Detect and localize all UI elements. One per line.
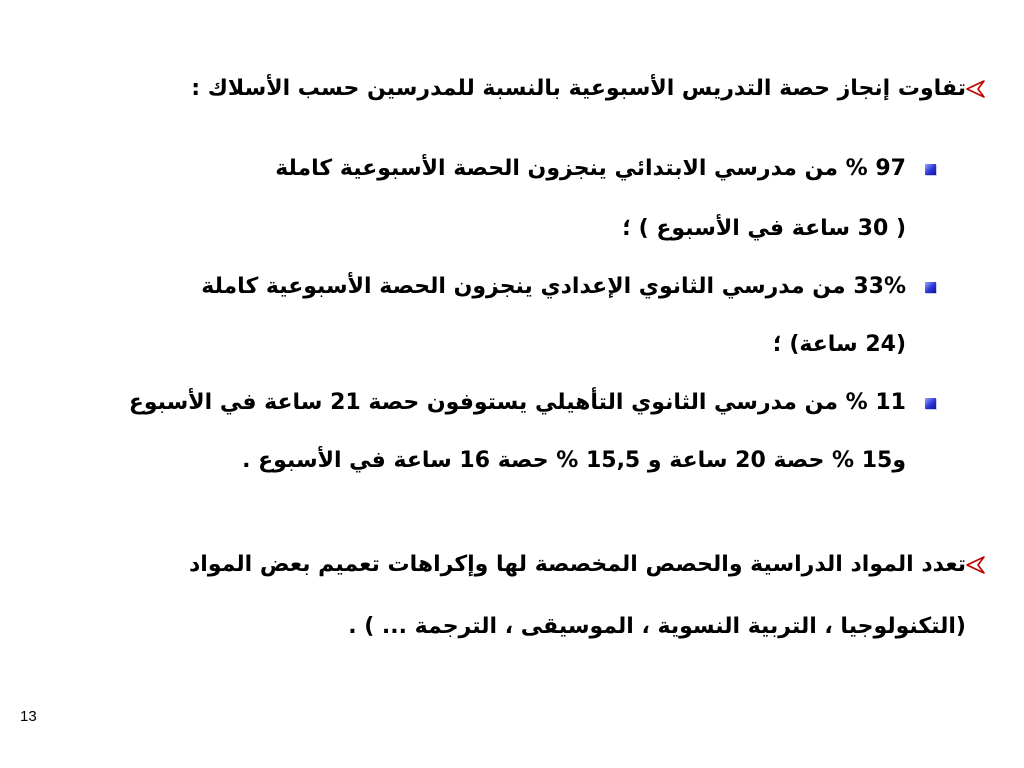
square-bullet-icon: [925, 398, 936, 409]
heading-teaching-load: تفاوت إنجاز حصة التدريس الأسبوعية بالنسبة للمدرسين حسب الأسلاك :: [191, 76, 966, 101]
square-bullet-icon: [925, 282, 936, 293]
arrowhead-left-icon: [964, 78, 986, 100]
bullet-middle-school-line2: (24 ساعة) ؛: [772, 332, 906, 357]
heading-subjects-line1: تعدد المواد الدراسية والحصص المخصصة لها وإكراهات تعميم بعض المواد: [188, 552, 966, 577]
bullet-primary-line2: ( 30 ساعة في الأسبوع ) ؛: [622, 216, 906, 241]
page-number: 13: [20, 708, 37, 725]
square-bullet-icon: [925, 164, 936, 175]
arrowhead-left-icon: [964, 554, 986, 576]
heading-subjects-line2: (التكنولوجيا ، التربية النسوية ، الموسيقى ، الترجمة ... ) .: [348, 614, 966, 639]
bullet-high-school-line2: و15 % حصة 20 ساعة و 15,5 % حصة 16 ساعة في الأسبوع .: [242, 448, 906, 473]
bullet-middle-school-line1: 33% من مدرسي الثانوي الإعدادي ينجزون الحصة الأسبوعية كاملة: [201, 274, 906, 299]
bullet-high-school-line1: 11 % من مدرسي الثانوي التأهيلي يستوفون حصة 21 ساعة في الأسبوع: [128, 390, 906, 415]
bullet-primary-line1: 97 % من مدرسي الابتدائي ينجزون الحصة الأسبوعية كاملة: [275, 156, 906, 181]
